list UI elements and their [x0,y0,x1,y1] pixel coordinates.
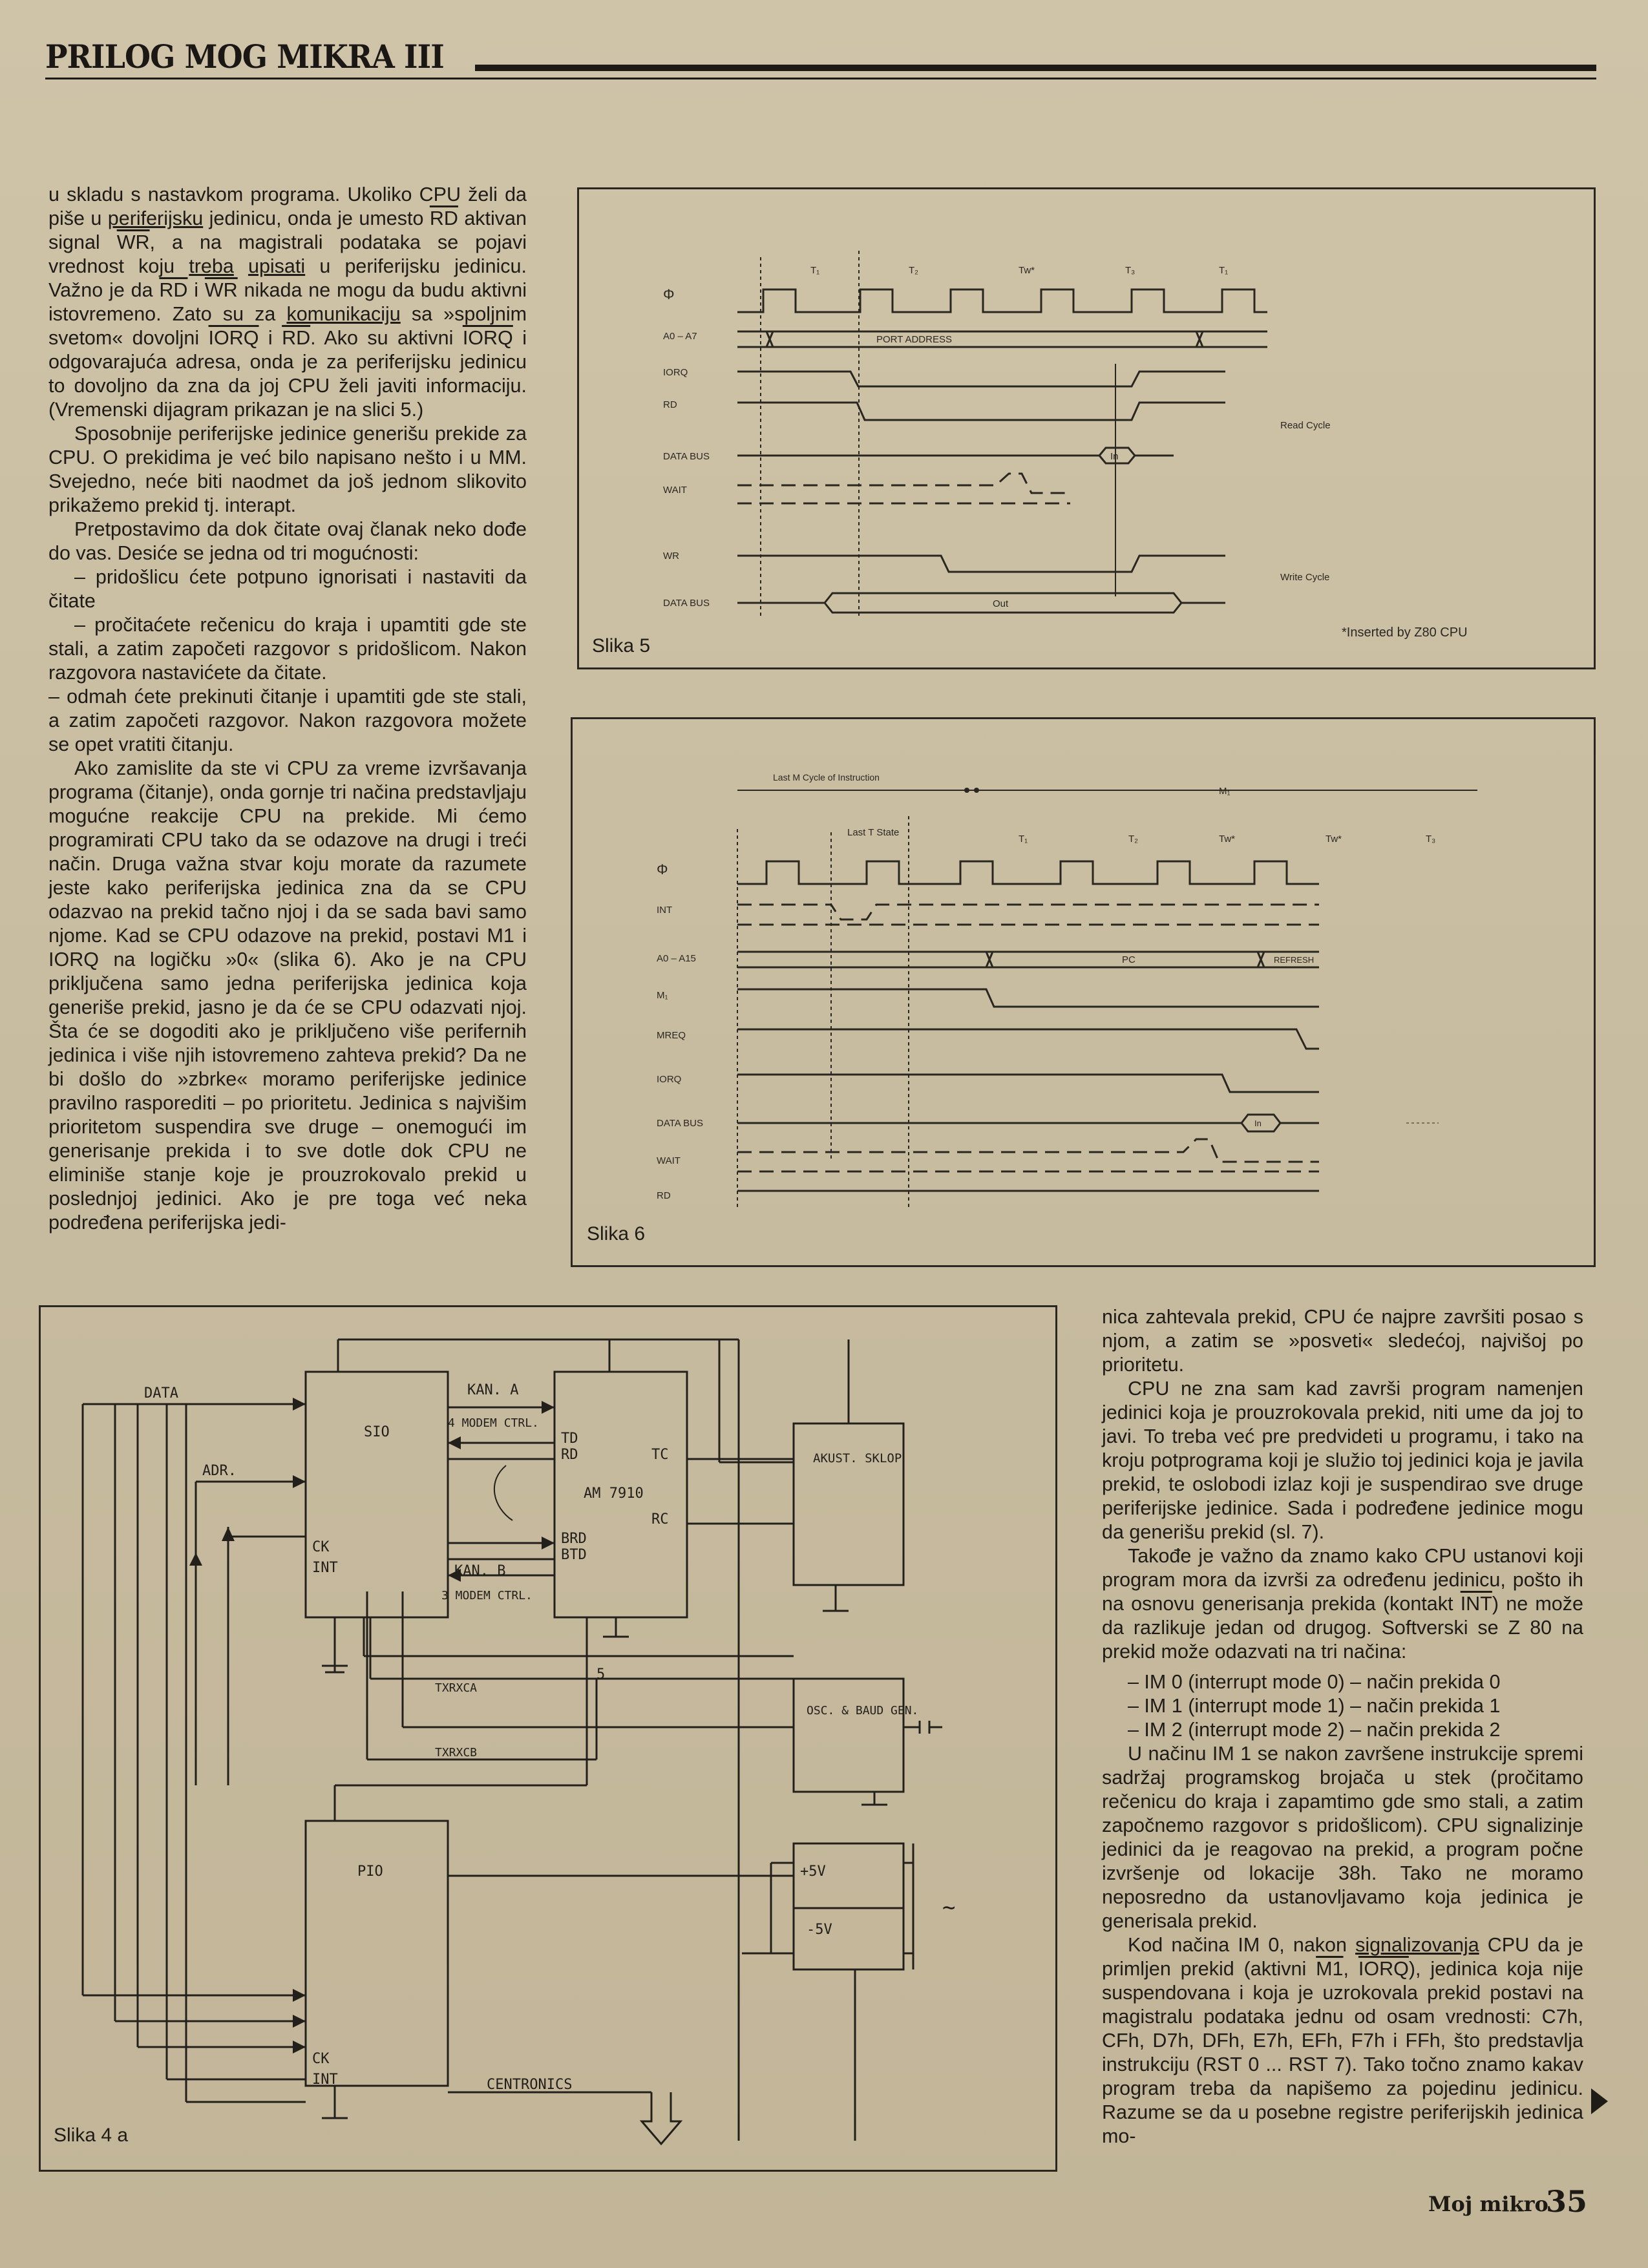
text-run: i [187,279,205,301]
text-run: IORQ [462,327,513,349]
text-run: Takođe je važno da znamo kako CPU ustanovi koji program mora da izvrši za određenu jedinicu, pošto ih na osnovu generisanja prekida (kontakt [1102,1545,1583,1615]
text-run: periferijsku [107,207,204,229]
figure-4a-schematic [39,1305,1057,2172]
fig6-signal-label: IORQ [657,1074,682,1085]
fig4a-signal-label: TXRXCB [435,1746,478,1759]
fig4a-signal-label: RD [561,1447,578,1463]
fig5-footnote: *Inserted by Z80 CPU [1342,625,1468,640]
fig4a-signal-label: 3 MODEM CTRL. [441,1589,533,1602]
fig6-signal-label: INT [657,905,673,916]
text-run: $\overline{RD}$ [282,327,311,349]
fig6-signal-label: RD [657,1190,671,1201]
fig4a-signal-label: TXRXCA [435,1681,478,1695]
fig6-last-m-cycle-label: Last M Cycle of Instruction [773,772,880,782]
right-text-column [1102,1305,1583,2148]
text-run: sa »spoljnim svetom« dovoljni [48,303,527,349]
fig6-state-label: T₁ [1019,834,1028,845]
list-item: – IM 1 (interrupt mode 1) – način prekida 1 [1128,1695,1501,1717]
text-run: signalizovanja [1355,1934,1479,1956]
fig4a-signal-label: INT [312,2072,338,2088]
text-run: IORQ [1358,1958,1409,1980]
fig6-signal-label: Φ [657,861,668,877]
text-run: , a na magistrali podataka se pojavi vrednost koju [48,231,527,277]
list-item: – pročitaćete rečenicu do kraja i upamtiti gde ste stali, a zatim započeti razgovor s pridošlicom. Nakon razgovora nastavićete da čitate. [48,614,527,684]
list-item: – IM 2 (interrupt mode 2) – način prekida 2 [1128,1719,1501,1741]
text-run: Kod načina IM 0, nakon [1128,1934,1356,1956]
fig4a-block-label: +5V [800,1864,826,1880]
figure-5-io-timing [577,187,1596,669]
fig4a-signal-label: INT [312,1560,338,1576]
fig4a-signal-label: DATA [144,1385,178,1402]
paragraph: nica zahtevala prekid, CPU će najpre završiti posao s njom, a zatim se »posveti« sledećoj, najvišoj po prioritetu. [1102,1306,1583,1376]
paragraph: CPU ne zna sam kad završi program namenjen jedinici koja je prouzrokovala prekid, niti ume da joj to javi. To treba već pre predvideti u programu, i tako na kroju potprograma koji je služio toj jedinici koja je javila prekid, te oslobodi izlaz koji je suspendirao sve druge periferijske jedinice. Sada i podređene jedinice mogu da generišu prekid (sl. 7). [1102,1378,1583,1543]
text-run: jedinicu, onda je umesto [203,207,430,229]
fig5-state-label: T₁ [810,265,820,276]
fig4a-block-label: SIO [364,1424,390,1440]
text-run: $\overline{INT}$ [1460,1593,1492,1615]
paragraph [48,183,527,422]
paragraph: Pretpostavimo da dok čitate ovaj članak neko dođe do vas. Desiće se jedna od tri mogućnosti: [48,518,527,564]
fig6-signal-label: MREQ [657,1030,686,1041]
list-item: – odmah ćete prekinuti čitanje i upamtiti gde ste stali, a zatim započeti razgovor. Nakon razgovora možete se opet vratiti čitanju. [48,686,527,755]
fig6-state-label: Tw* [1326,834,1342,845]
paragraph: Ako zamislite da ste vi CPU za vreme izvršavanja programa (čitanje), onda gornje tri načina predstavljaju mogućne reakcije CPU na prekide. Mi ćemo programirati CPU tako da se odazove na drugi i treći način. Druga važna stvar koju morate da razumete jeste kako periferijska jedinica zna da se CPU odazvao na prekid tačno njoj i da se sada bavi samo njome. Kad se CPU odazove na prekid, postavi M1 i IORQ na logičku »0« (slika 6). Ako je na CPU priključena samo jedna periferijska jedinica koja generiše prekid, jasno je da će se CPU odazvati njoj. Šta će se dogoditi ako je priključeno više perifernih jedinica i više njih istovremeno zahteva prekid? Da ne bi došlo do »zbrke« moramo periferijske jedinice pravilno rasporediti – po prioritetu. Jedinica s najvišim prioritetom suspendira sve druge – onemogući im generisanje prekida i to sve dotle dok CPU ne eliminiše stanje koje je prouzrokovalo prekid u poslednjoj jedinici. Ako je pre toga već neka podređena periferijska jedi- [48,757,527,1234]
fig4a-signal-label: BTD [561,1547,587,1563]
text-run: $\overline{WR}$ [116,231,150,253]
figure-6-interrupt-timing [571,717,1596,1267]
figure-6-caption: Slika 6 [587,1223,646,1244]
paragraph [1102,1544,1583,1664]
text-run: u periferijsku jedinicu. Važno je da [48,255,527,301]
fig6-signal-label: M₁ [657,990,668,1001]
paragraph: U načinu IM 1 se nakon završene instrukcije spremi sadržaj programskog brojača u stek (pročitamo rečenicu do kraja i zapamtimo gde smo stali, a zatim započnemo razgovor s pridošlicom). CPU signalizinje jedinici da je reagovao na prekid, a program počne izvršenje od lokacije 38h. Tako ne moramo neposredno da ustanovljavamo koja jedinica je generisala prekid. [1102,1743,1583,1932]
text-run [234,255,248,277]
fig4a-signal-label: TD [561,1431,578,1447]
fig5-state-label: T₂ [909,265,918,276]
text-run: $\overline{WR}$ [204,279,238,301]
fig5-port-address-label: PORT ADDRESS [876,334,952,345]
fig4a-signal-label: ADR. [202,1463,237,1479]
fig4a-signal-label: ~ [942,1895,956,1920]
list-item: – pridošlicu ćete potpuno ignorisati i nastaviti da čitate [48,566,527,612]
text-run: upisati [248,255,306,277]
fig4a-block-label: PIO [357,1864,383,1880]
fig5-signal-label: DATA BUS [663,451,710,462]
text-run: i odgovarajuća adresa, onda je za periferijsku jedinicu to dovoljno da zna da joj CPU želi javiti informaciju. (Vremenski dijagram prikazan je na slici 5.) [48,327,527,421]
fig4a-block-label: AM 7910 [584,1486,644,1502]
fig6-refresh-label: REFRESH [1274,955,1315,965]
fig6-state-label: T₂ [1128,834,1138,845]
fig4a-signal-label: 5 [597,1666,606,1683]
figure-5-caption: Slika 5 [592,635,651,656]
fig5-signal-label: IORQ [663,367,688,378]
fig5-signal-label: A0 – A7 [663,331,697,342]
header-rule-thin [45,78,1596,79]
fig4a-block-label: AKUST. SKLOP [813,1451,902,1465]
fig6-signal-label: A0 – A15 [657,953,696,964]
fig5-state-label: T₁ [1219,265,1229,276]
fig5-in-label: In [1110,451,1119,462]
text-run: M1 [1316,1958,1344,1980]
text-run: komunikaciju [286,303,401,325]
fig5-state-label: Tw* [1019,265,1035,276]
text-run: ), jedinica koja nije suspendovana i koja je uzrokovala prekid postavi na magistralu podataka jednu od osam vrednosti: C7h, CFh, D7h, DFh, E7h, EFh, F7h i FFh, što predstavlja instrukciju (RST 0 ... RST 7). Tako točno znamo kakav program treba da napišemo za pojedinu jedinicu. Razume se da u posebne registre periferijskih jedinica mo- [1102,1958,1583,2147]
header-rule [475,65,1596,71]
fig6-last-t-state-label: Last T State [847,827,900,838]
fig6-signal-label: DATA BUS [657,1118,703,1129]
text-run: $\overline{RD}$ [159,279,188,301]
text-run: i [259,327,282,349]
fig4a-signal-label: TC [651,1447,669,1463]
text-run: u skladu s nastavkom programa. Ukoliko CPU želi da piše u [48,184,527,229]
fig4a-block-label: OSC. & BAUD GEN. [807,1704,919,1717]
section-title: PRILOG MOG MIKRA III [45,37,444,76]
paragraph [1102,1933,1583,2148]
paragraph: Sposobnije periferijske jedinice generišu prekide za CPU. O prekidima je već bilo napisano nešto i u MM. Svejedno, neće biti naodmet da još jednom slikovito prikažemo prekid tj. interapt. [48,423,527,516]
text-run: CPU da je primljen prekid (aktivni [1102,1934,1584,1980]
figure-4a-diagram [41,1307,1055,2170]
figure-5-diagram [579,189,1594,667]
page-header [45,37,1596,89]
fig4a-signal-label: BRD [561,1531,587,1547]
fig5-signal-label: DATA BUS [663,598,710,609]
text-run: . Ako su aktivni [310,327,463,349]
fig4a-signal-label: KAN. A [467,1382,519,1398]
fig6-m1-cycle-label: M₁ [1219,786,1231,797]
left-text-column [48,183,527,1235]
text-run: IORQ [208,327,259,349]
text-run: aktivan signal [48,207,527,253]
text-run: treba [189,255,234,277]
text-run: nikada ne mogu da budu aktivni istovremeno. Zato su za [48,279,527,325]
fig6-in-label: In [1254,1118,1262,1128]
figure-6-diagram [573,719,1594,1265]
fig5-write-cycle-label: Write Cycle [1280,572,1330,583]
fig4a-signal-label: RC [651,1511,669,1528]
magazine-brand: Moj mikro [1428,2192,1548,2216]
fig4a-signal-label: 4 MODEM CTRL. [448,1416,539,1430]
fig4a-block-label: -5V [807,1922,832,1938]
page-number: 35 [1546,2184,1588,2219]
fig5-state-label: T₃ [1125,265,1136,276]
fig6-state-label: T₃ [1426,834,1436,845]
continue-arrow-icon [1591,2088,1608,2114]
fig6-pc-label: PC [1122,954,1136,965]
list-item: – IM 0 (interrupt mode 0) – način prekida 0 [1128,1671,1501,1693]
fig5-signal-label: WAIT [663,485,687,496]
fig4a-signal-label: KAN. B [454,1563,506,1579]
fig4a-signal-label: CK [312,1539,330,1555]
fig6-state-label: Tw* [1219,834,1236,845]
fig6-signal-label: WAIT [657,1155,681,1166]
fig5-signal-label: Φ [663,286,675,302]
fig4a-signal-label: CK [312,2051,330,2067]
fig4a-signal-label: CENTRONICS [487,2077,573,2093]
text-run: ) ne može da razlikuje jedan od drugog. Softverski se Z 80 na prekid može odazvati na tri načina: [1102,1593,1583,1663]
fig5-signal-label: WR [663,551,679,562]
fig5-signal-label: RD [663,399,677,410]
fig5-read-cycle-label: Read Cycle [1280,420,1331,431]
text-run: , [1343,1958,1358,1980]
text-run: $\overline{RD}$ [429,207,458,229]
fig5-out-label: Out [993,598,1009,609]
figure-4a-caption: Slika 4 a [54,2125,129,2146]
